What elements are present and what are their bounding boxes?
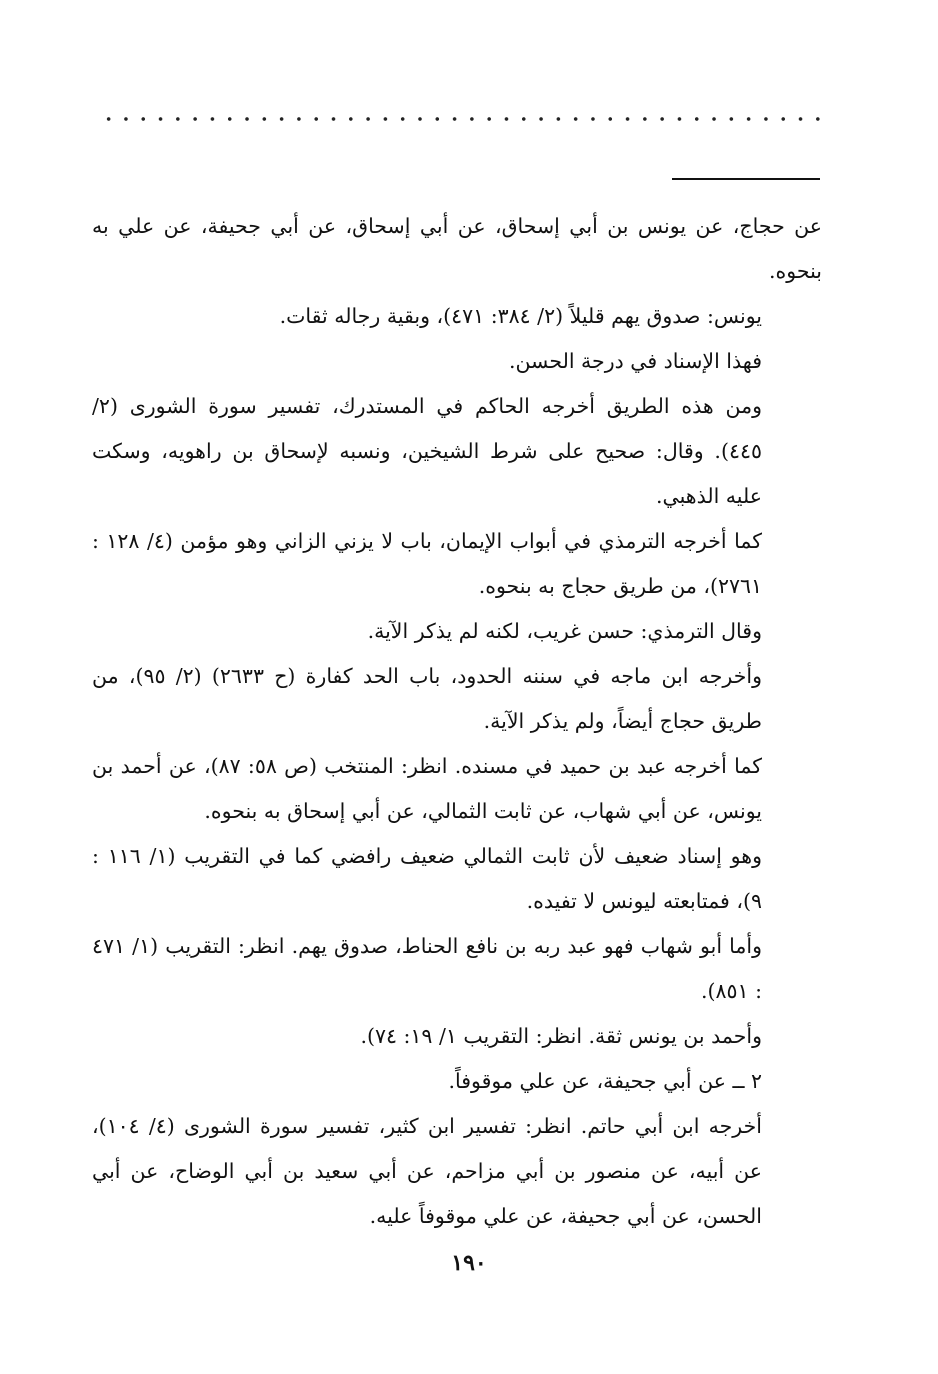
footnote-rule [672,178,820,180]
dotted-separator [100,117,820,121]
paragraph-11: وأحمد بن يونس ثقة. انظر: التقريب ١/ ١٩: ٧٤). [360,1024,762,1048]
paragraph-4: ومن هذه الطريق أخرجه الحاكم في المستدرك، تفسير سورة الشورى (٢/ ٤٤٥). وقال: صحيح على شرط الشيخين، ونسبه لإسحاق بن راهويه، وسكت عليه الذهبي. [92,394,762,508]
paragraph-7: وأخرجه ابن ماجه في سننه الحدود، باب الحد كفارة (ح ٢٦٣٣) (٢/ ٩٥)، من طريق حجاج أيضاً، ولم يذكر الآية. [92,664,762,733]
paragraph-9: وهو إسناد ضعيف لأن ثابت الثمالي ضعيف رافضي كما في التقريب (١/ ١١٦ : ٩)، فمتابعته ليونس لا تفيده. [92,844,762,913]
paragraph-8: كما أخرجه عبد بن حميد في مسنده. انظر: المنتخب (ص ٥٨: ٨٧)، عن أحمد بن يونس، عن أبي شهاب، عن ثابت الثمالي، عن أبي إسحاق به بنحوه. [92,754,762,823]
paragraph-6: وقال الترمذي: حسن غريب، لكنه لم يذكر الآية. [367,619,762,643]
paragraph-5: كما أخرجه الترمذي في أبواب الإيمان، باب لا يزني الزاني وهو مؤمن (٤/ ١٢٨ : ٢٧٦١)، من طريق حجاج به بنحوه. [92,529,762,598]
paragraph-12: ٢ ــ عن أبي جحيفة، عن علي موقوفاً. [448,1069,762,1093]
footnote-body [92,204,822,1239]
paragraph-10: وأما أبو شهاب فهو عبد ربه بن نافع الحناط، صدوق يهم. انظر: التقريب (١/ ٤٧١ : ٨٥١). [92,934,762,1003]
paragraph-1: عن حجاج، عن يونس بن أبي إسحاق، عن أبي إسحاق، عن أبي جحيفة، عن علي به بنحوه. [92,214,822,283]
paragraph-2: يونس: صدوق يهم قليلاً (٢/ ٣٨٤: ٤٧١)، وبقية رجاله ثقات. [279,304,762,328]
paragraph-3: فهذا الإسناد في درجة الحسن. [508,349,762,373]
paragraph-13: أخرجه ابن أبي حاتم. انظر: تفسير ابن كثير، تفسير سورة الشورى (٤/ ١٠٤)، عن أبيه، عن منصور بن أبي مزاحم، عن أبي سعيد بن أبي الوضاح، عن أبي الحسن، عن أبي جحيفة، عن علي موقوفاً عليه. [92,1114,762,1228]
page-number: ١٩٠ [451,1250,487,1276]
